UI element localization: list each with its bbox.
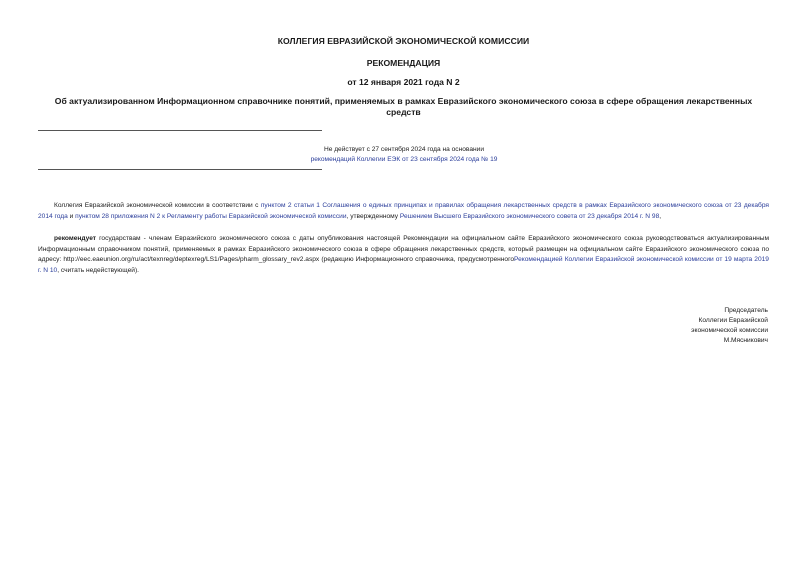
recommends-keyword: рекомендует (54, 235, 97, 242)
previous-recommendation-link[interactable]: Рекомендацией Коллегии Евразийской экономической комиссии от 19 марта 2019 г. N 10 (38, 256, 769, 274)
signature-line-1: Председатель (724, 307, 768, 314)
document-type-heading: РЕКОМЕНДАЦИЯ (366, 58, 441, 68)
agreement-link[interactable]: пунктом 2 статьи 1 Соглашения о единых принципах и правилах обращения лекарственных средств в рамках Евразийского экономического союза от 23 декабря 2014 года (38, 202, 769, 220)
signature-block (600, 306, 768, 346)
organization-heading: КОЛЛЕГИЯ ЕВРАЗИЙСКОЙ ЭКОНОМИЧЕСКОЙ КОМИССИИ (277, 36, 530, 46)
preamble-text-1: Коллегия Евразийской экономической комиссии в соответствии с (54, 202, 261, 209)
divider-top (38, 130, 322, 131)
preamble-text-2: и (67, 212, 76, 220)
signature-line-3: экономической комиссии (691, 327, 768, 334)
recommendation-text-2: , считать недействующей). (57, 266, 139, 274)
signature-name: М.Мясникович (723, 337, 768, 344)
status-link[interactable]: рекомендаций Коллегии ЕЭК от 23 сентября 2024 года № 19 (310, 156, 498, 163)
document-title: Об актуализированном Информационном справочнике понятий, применяемых в рамках Евразийского экономического союза в сфере обращения лекарственных средств (54, 96, 753, 117)
recommendation-text-1: государствам - членам Евразийского экономического союза с даты опубликования настоящей Рекомендации на официальном сайте Евразийского экономического союза руководствоваться актуализированным Информационным справочником понятий, применяемых в рамках Евразийского экономического союза в сфере обращения лекарственных средств, который размещен на официальном сайте Евразийского экономического союза по адресу: http://eec.eaeunion.org/ru/act/texnreg/deptexreg/LS1/Pages/pharm_glossary_rev2.aspx (редакцию Информационного справочника, предусмотренного (38, 235, 769, 263)
status-notice (290, 145, 518, 165)
recommendation-paragraph (38, 234, 769, 276)
preamble-text-3: , утвержденному (346, 212, 400, 220)
council-decision-link[interactable]: Решением Высшего Евразийского экономического совета от 23 декабря 2014 г. N 98 (399, 212, 660, 220)
regulation-link[interactable]: пунктом 28 приложения N 2 к Регламенту работы Евразийской экономической комиссии (75, 212, 347, 220)
signature-line-2: Коллегии Евразийской (698, 317, 768, 324)
document-date-number: от 12 января 2021 года N 2 (347, 77, 460, 87)
divider-bottom (38, 169, 322, 170)
preamble-paragraph (38, 201, 769, 222)
preamble-text-4: , (659, 212, 662, 220)
status-text: Не действует с 27 сентября 2024 года на основании (323, 146, 485, 153)
